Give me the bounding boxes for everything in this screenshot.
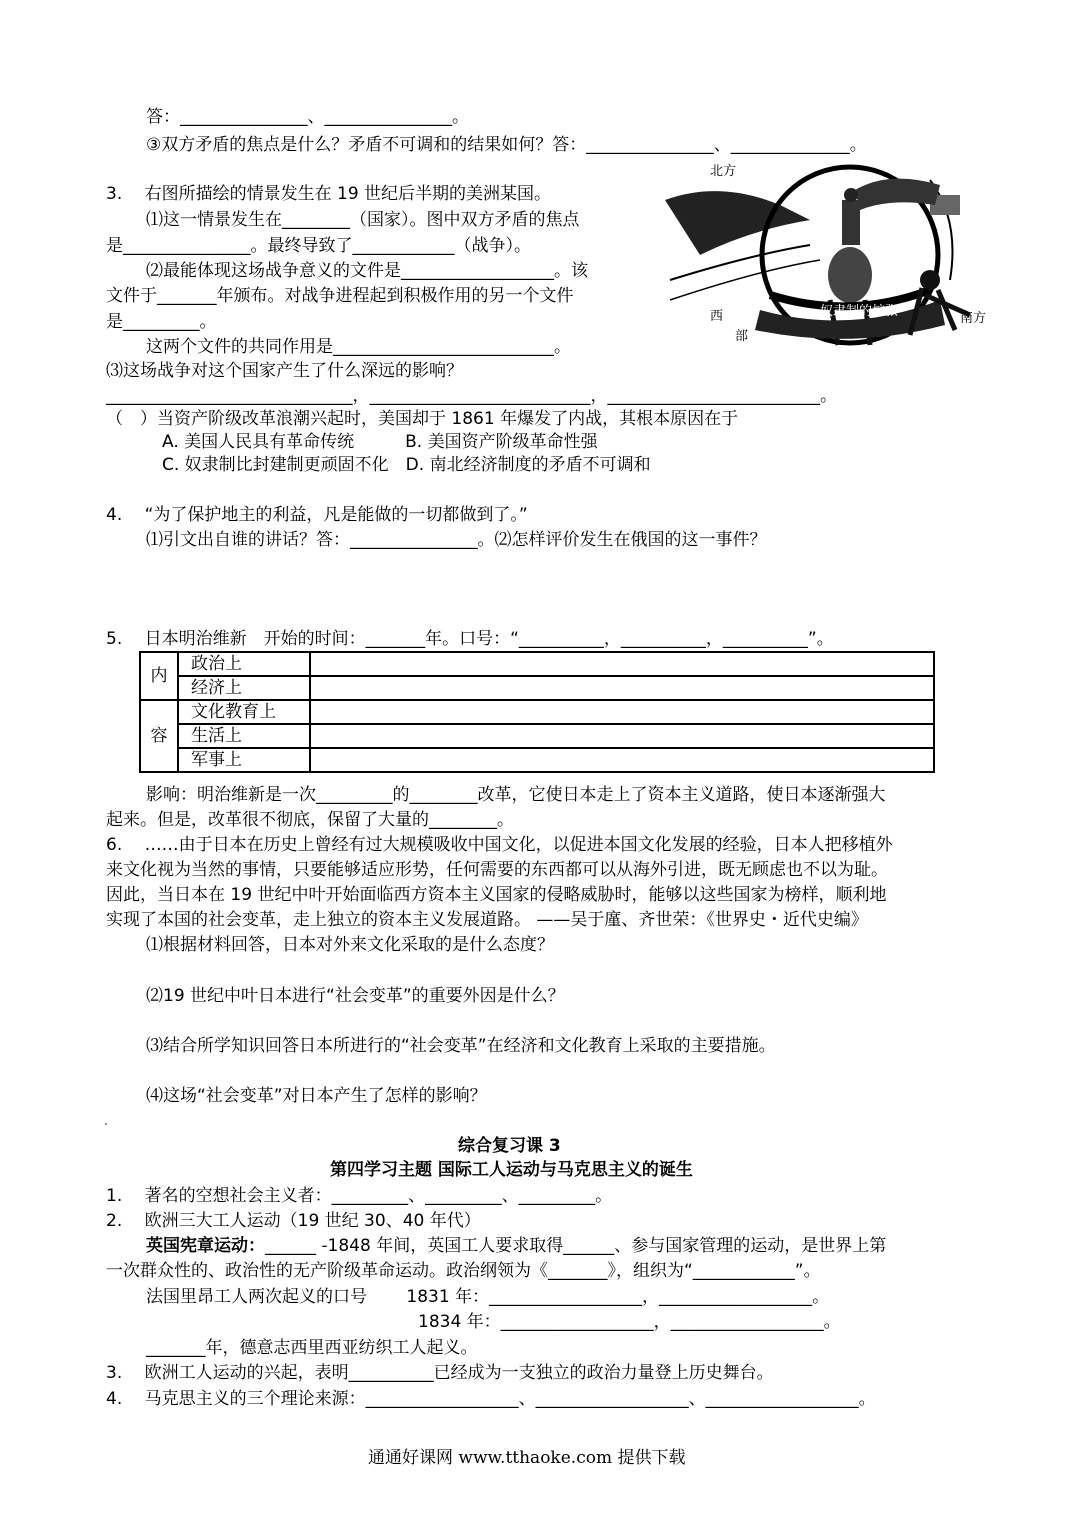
chartist-text: ______ -1848 年间，英国工人要求取得______、参与国家管理的运动，是世界上第 [265,1236,887,1256]
section-subtitle: 第四学习主题 国际工人运动与马克思主义的诞生 [330,1160,693,1180]
question-6-1: ⑴根据材料回答，日本对外来文化采取的是什么态度？ [146,935,554,955]
lyon-slogan-1834: 1834 年：__________________，__________________。 [418,1312,841,1332]
question-4-1: ⑴引文出自谁的讲话？答：_______________。⑵怎样评价发生在俄国的这一事件？ [146,530,767,550]
lyon-slogan-1831: 法国里昂工人两次起义的口号 1831 年：__________________，__________________。 [146,1287,830,1307]
question-3-2-common: 这两个文件的共同作用是__________________________。 [146,337,571,357]
question-6-para-3: 因此，当日本在 19 世纪中叶开始面临西方资本主义国家的侵略威胁时，能够以这些国家为榜样，顺利地 [106,885,887,905]
table-row-label: 政治上 [178,652,310,676]
question-6-para-2: 来文化视为当然的事情，只要能够适应形势，任何需要的东西都可以从海外引进，既无顾虑也不以为耻。 [106,860,888,880]
table-answer-cell[interactable] [310,748,934,772]
chartist-line-cont: 一次群众性的、政治性的无产阶级革命运动。政治纲领为《_______》，组织为“____________”。 [106,1261,821,1281]
question-6-3: ⑶结合所学知识回答日本所进行的“社会变革”在经济和文化教育上采取的主要措施。 [146,1036,776,1056]
choice-options-ab: A. 美国人民具有革命传统 B. 美国资产阶级革命性强 [162,432,598,452]
table-row-label: 文化教育上 [178,700,310,724]
table-answer-cell[interactable] [310,700,934,724]
review-q4: 4. 马克思主义的三个理论来源：__________________、__________________、__________________。 [106,1389,876,1409]
question-6-2: ⑵19 世纪中叶日本进行“社会变革”的重要外因是什么？ [146,986,565,1006]
table-answer-cell[interactable] [310,676,934,700]
table-side-bottom: 容 [140,700,178,772]
review-q1: 1. 著名的空想社会主义者：_________、_________、_________。 [106,1186,613,1206]
table-row-label: 经济上 [178,676,310,700]
meiji-impact-cont: 起来。但是，改革很不彻底，保留了大量的________。 [106,810,514,830]
choice-options-cd: C. 奴隶制比封建制更顽固不化 D. 南北经济制度的矛盾不可调和 [162,455,651,475]
question-6-para-1: 6. ……由于日本在历史上曾经有过大规模吸收中国文化，以促进本国文化发展的经验，日本人把移植外 [106,835,893,855]
meiji-content-table [139,651,935,773]
footer-credit: 通通好课网 www.tthaoke.com 提供下载 [368,1448,686,1468]
table-row-label: 军事上 [178,748,310,772]
section-title: 综合复习课 3 [458,1136,561,1156]
table-answer-cell[interactable] [310,724,934,748]
question-3-3: ⑶这场战争对这个国家产生了什么深远的影响？ [106,361,463,381]
choice-question: （ ）当资产阶级改革浪潮兴起时，美国却于 1861 年爆发了内战，其根本原因在于 [106,409,739,429]
table-side-top: 内 [140,652,178,700]
question-4-quote: 4. “为了保护地主的利益，凡是能做的一切都做到了。” [106,505,528,525]
banner-label: 奴隶制的扩张 [820,304,899,319]
silesia-uprising: _______年，德意志西里西亚纺织工人起义。 [146,1338,478,1358]
question-3-3-blanks: _____________________________，__________________________，_________________________。 [106,386,837,406]
chartist-label: 英国宪章运动： [146,1236,265,1256]
meiji-impact: 影响：明治维新是一次_________的________改革，它使日本走上了资本主义道路，使日本逐渐强大 [146,785,886,805]
stray-dot [105,1123,107,1125]
question-3-1-cont: 是_______________。最终导致了____________（战争）。 [106,236,531,256]
question-3-2: ⑵最能体现这场战争意义的文件是__________________。该 [146,261,588,281]
question-2-3: ③双方矛盾的焦点是什么？矛盾不可调和的结果如何？答：_______________、______________。 [146,135,867,155]
table-answer-cell[interactable] [310,652,934,676]
question-5-intro: 5. 日本明治维新 开始的时间：_______年。口号：“__________，__________，__________”。 [106,629,834,649]
chartist-line [146,1235,886,1257]
answer-line-2a: 答：_______________、_______________。 [146,107,469,127]
north-label: 北方 [710,164,737,179]
west-label-1: 西 [710,309,724,324]
question-3-2-end: 是_________。 [106,312,217,332]
table-row-label: 生活上 [178,724,310,748]
question-3-intro: 3. 右图所描绘的情景发生在 19 世纪后半期的美洲某国。 [106,184,552,204]
west-label-2: 部 [735,329,749,344]
question-3-1: ⑴这一情景发生在________（国家）。图中双方矛盾的焦点 [146,210,580,230]
review-q3: 3. 欧洲工人运动的兴起，表明__________已经成为一支独立的政治力量登上历史舞台。 [106,1363,774,1383]
question-6-para-4: 实现了本国的社会变革，走上独立的资本主义发展道路。 ——吴于廑、齐世荣：《世界史・近代史编》 [106,910,868,930]
question-6-4: ⑷这场“社会变革”对日本产生了怎样的影响？ [146,1086,487,1106]
question-3-2-cont: 文件于_______年颁布。对战争进程起到积极作用的另一个文件 [106,286,574,306]
north-south-illustration [660,160,1003,350]
south-label: 南方 [960,311,987,326]
review-q2: 2. 欧洲三大工人运动（19 世纪 30、40 年代） [106,1211,481,1231]
